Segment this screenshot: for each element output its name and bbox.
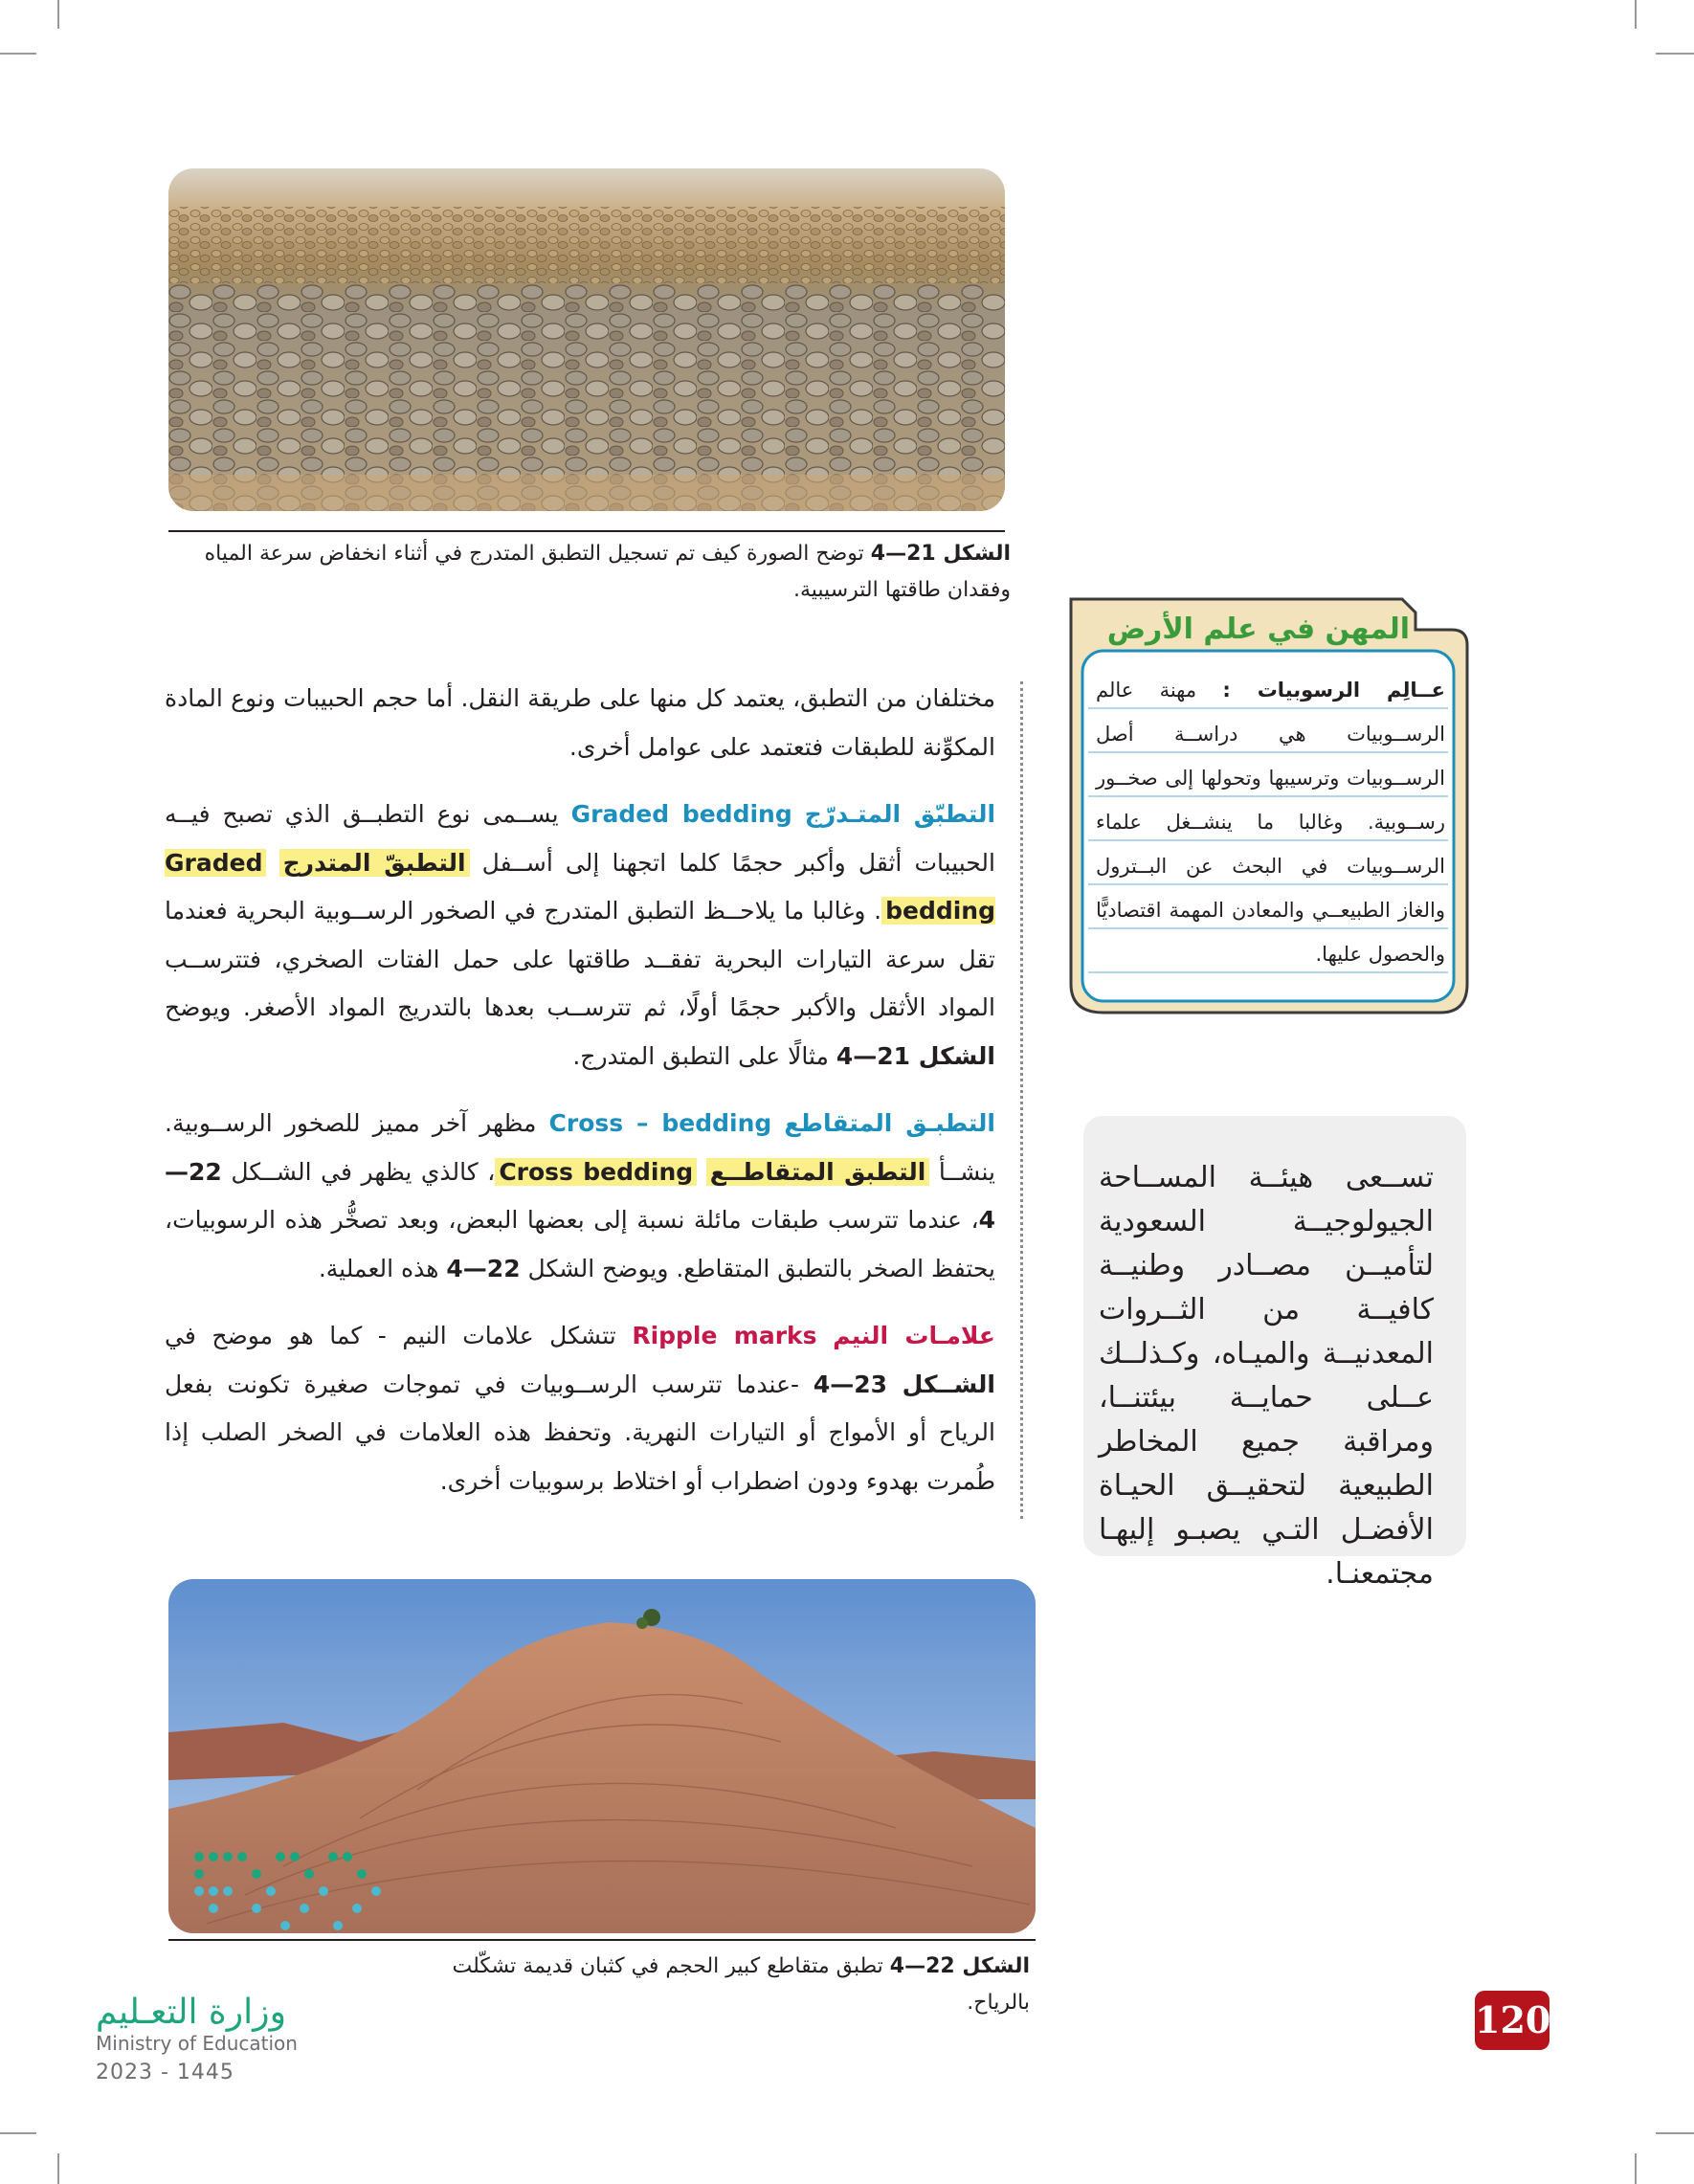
caption-rule — [168, 530, 1005, 532]
cross-text-1: مظهر آخر مميز للصخور الرســوبية. ينشــأ — [165, 1109, 995, 1186]
page-number: 120 — [1475, 1991, 1549, 2050]
figure-22-text: تطبق متقاطع كبير الحجم في كثبان قديمة تشكّلت بالرياح. — [452, 1954, 1030, 2015]
cross-heading-ar: التطبـق المتقاطع — [784, 1109, 995, 1137]
careers-title: المهن في علم الأرض — [1106, 613, 1410, 646]
figure-22-label: الشكل 22—4 — [889, 1954, 1030, 1978]
cross-bedding-paragraph — [165, 1100, 995, 1293]
edition-year: 2023 - 1445 — [96, 2061, 234, 2084]
figure-22-caption — [383, 1949, 1030, 2021]
graded-text-3: مثالًا على التطبق المتدرج. — [572, 1041, 829, 1070]
graded-heading-en: Graded bedding — [570, 800, 792, 828]
ripple-heading-ar: علامـات النيم — [833, 1322, 995, 1349]
column-divider — [1020, 681, 1023, 1519]
figure-21-caption — [168, 536, 1011, 609]
graded-text-2: . وغالبا ما يلاحــظ التطبق المتدرج في الصخور الرســوبية البحرية فعندما تقل سرعة التيارات البحرية تفقــد طاقتها على حمل الفتات الصخري، فتترســب المواد الأثقل والأكبر حجمًا أولًا، ثم تترســب بعدها بالتدريج المواد الأصغر. ويوضح — [165, 897, 995, 1021]
ripple-figure-ref: الشــكل 23—4 — [813, 1370, 995, 1398]
careers-box — [1065, 591, 1477, 1032]
crop-mark — [1635, 2153, 1637, 2184]
careers-line: البــترول والغاز الطبيعــي والمعادن المهمة — [1096, 855, 1445, 922]
careers-line: هي دراســة أصل الرســوبيات وترسيبها — [1096, 723, 1445, 790]
figure-21-label: الشكل 21—4 — [870, 542, 1011, 566]
crop-mark — [0, 53, 36, 55]
crop-mark — [1635, 0, 1637, 29]
cross-text-3: ، عندما تترسب طبقات مائلة نسبة إلى بعضها البعض، وبعد تصخُّر هذه الرسوبيات، يحتفظ الصخر بالتطبق المتقاطع. ويوضح الشكل — [165, 1206, 995, 1282]
cross-highlight-ar: التطبق المتقاطــع — [706, 1158, 930, 1186]
cross-text-2: ، كالذي يظهر في الشــكل — [231, 1157, 496, 1186]
cross-highlight-en: Cross bedding — [495, 1158, 697, 1186]
main-text-column — [165, 675, 995, 1525]
crop-mark — [0, 2132, 36, 2134]
crop-mark — [57, 2153, 59, 2184]
graded-bedding-paragraph — [165, 791, 995, 1081]
cross-figure-ref-2: 22—4 — [446, 1254, 521, 1282]
crop-mark — [57, 0, 59, 29]
ripple-heading-en: Ripple marks — [632, 1322, 817, 1349]
graded-highlight-en: Graded bedding — [165, 848, 995, 925]
ripple-text-2: -عندما تترسب الرســوبيات في تموجات صغيرة تكونت بفعل الرياح أو الأمواج أو التيارات النهرية. وتحفظ هذه العلامات في الصخر الصلب إذا طُمرت بهدوء ودون اضطراب أو اختلاط برسوبيات أخرى. — [165, 1370, 995, 1495]
careers-lead: عــالِم الرسوبيات : — [1222, 679, 1445, 702]
graded-bedding-photo — [168, 168, 1005, 511]
ministry-logo — [189, 1847, 400, 1972]
crop-mark — [1656, 2132, 1694, 2134]
careers-line: اقتصاديًّا والحصول عليها. — [1096, 899, 1445, 966]
graded-text-1: يســمى نوع التطبــق الذي تصبح فيــه الحبيبات أثقل وأكبر حجمًا كلما اتجهنا إلى أســفل — [165, 800, 995, 877]
ripple-text-1: تتشكل علامات النيم - كما هو موضح في — [165, 1322, 616, 1349]
cross-text-4: هذه العملية. — [318, 1254, 439, 1282]
careers-line: ينشــغل علماء الرســوبيات في البحث عن — [1096, 811, 1445, 878]
figure-21-text: توضح الصورة كيف تم تسجيل التطبق المتدرج في أثناء انخفاض سرعة المياه وفقدان طاقتها الترسيبية. — [204, 542, 1011, 602]
graded-heading-ar: التطبّق المتـدرّج — [804, 800, 996, 828]
careers-line: مهنة عالم الرســوبيات — [1096, 679, 1445, 746]
ministry-name-ar: وزارة التعـليم — [96, 1993, 286, 2032]
ministry-name-en: Ministry of Education — [96, 2032, 298, 2055]
ripple-marks-paragraph — [165, 1312, 995, 1505]
graded-figure-ref: الشكل 21—4 — [836, 1041, 995, 1070]
careers-line: وتحولها إلى صخــور رســوبية. وغالبا ما — [1096, 767, 1445, 834]
careers-text — [1096, 668, 1445, 976]
crop-mark — [1656, 53, 1694, 55]
cross-heading-en: Cross – bedding — [548, 1109, 772, 1137]
graded-highlight-ar: التطبقّ المتدرج — [279, 849, 470, 877]
intro-paragraph: مختلفان من التطبق، يعتمد كل منها على طريقة النقل. أما حجم الحبيبات ونوع المادة المكوِّنة للطبقات فتعتمد على عوامل أخرى. — [165, 684, 995, 761]
sidebar-note-text: تســعى هيئــة المســاحة الجيولوجيــة السعودية لتأميــن مصــادر وطنيــة كافيــة من الثــروات المعدنيــة والميـاه، وكـذلــك عــلى حمايــة بيئتنــا، ومراقبة جميع المخاطر الطبيعية لتحقيــق الحيـاة الأفضـل التـي يصبـو إليهـا مجتمعنـا. — [1099, 1161, 1434, 1591]
cross-figure-ref: 22—4 — [165, 1157, 995, 1234]
